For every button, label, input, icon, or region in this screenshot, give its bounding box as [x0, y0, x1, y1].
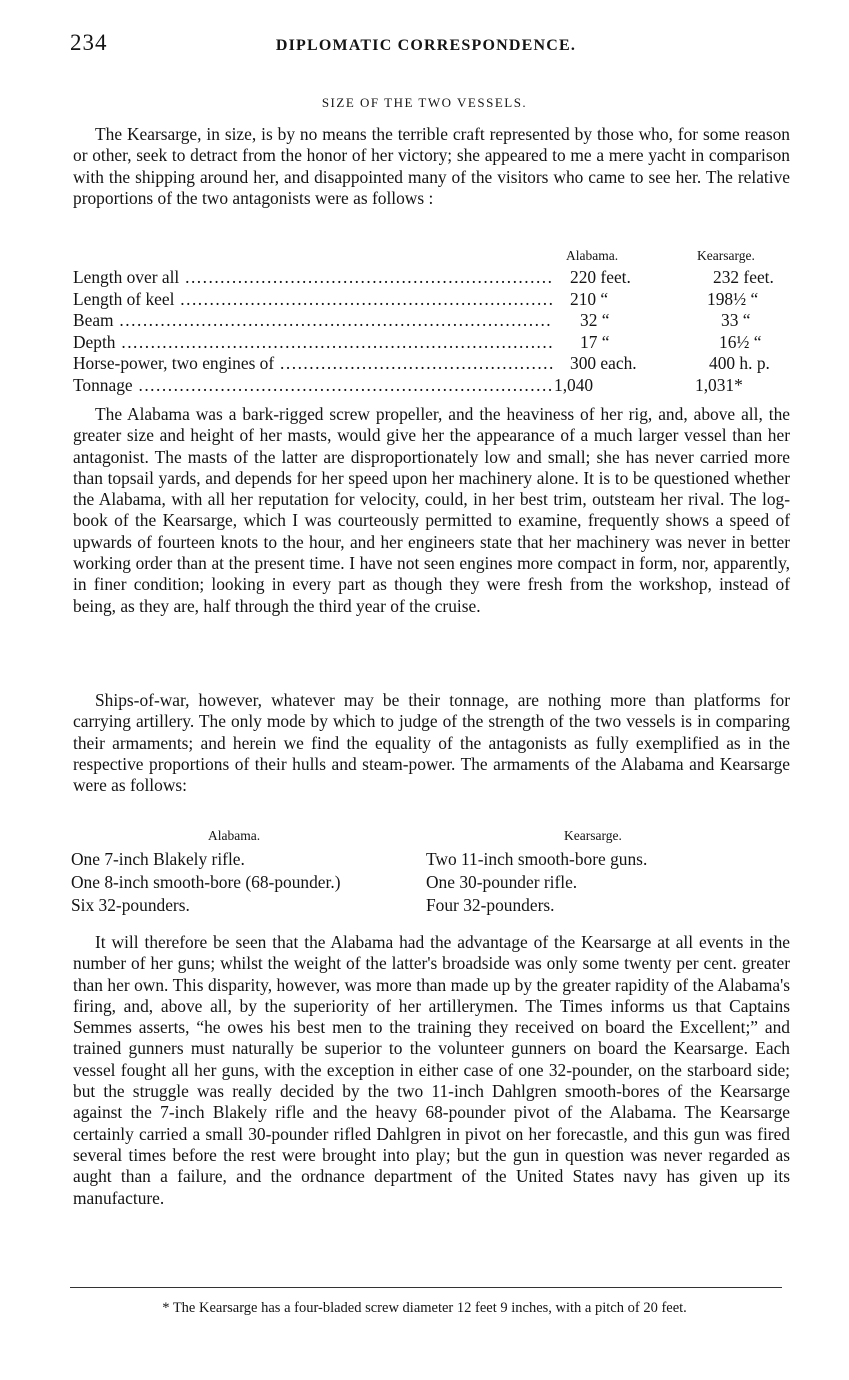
footnote: * The Kearsarge has a four-bladed screw diameter 12 feet 9 inches, with a pitch of 20 feet.: [162, 1300, 687, 1316]
dimensions-row: [73, 375, 790, 397]
dimension-label: Length over all .....: [73, 267, 553, 289]
dimensions-row: [73, 332, 790, 354]
paragraph-conclusion: It will therefore be seen that the Alabama had the advantage of the Kearsarge at all events in the number of her guns; whilst the weight of the latter's broadside was only some twenty per cent. greater than her own. This disparity, however, was more than made up by the greater rapidity of the Alabama's firing, and, above all, by the superiority of her artillerymen. The Times informs us that Captains Semmes asserts, “he owes his best men to the training they received on board the Excellent;” and trained gunners must naturally be superior to the volunteer gunners on board the Kearsarge. Each vessel fought all her guns, with the exception in either case of one 32-pounder, on the starboard side; but the struggle was really decided by the two 11-inch Dahlgren smooth-bores of the Kearsarge against the 7-inch Blakely rifle and the heavy 68-pounder pivot of the Alabama. The Kearsarge certainly carried a small 30-pounder rifled Dahlgren in pivot on her forecastle, and this gun was fired several times before the rest were brought into play; but the gun in question was never regarded as aught than a failure, and the ordnance department of the United States navy has given up its manufacture.: [73, 932, 790, 1208]
page-number: 234: [70, 30, 108, 55]
armaments-row: [70, 848, 790, 871]
armaments-table: [70, 826, 790, 917]
armament-alabama: One 8-inch smooth-bore (68-pounder.): [71, 872, 341, 892]
dimension-alabama: 1,040: [554, 374, 594, 395]
page-header: [70, 30, 782, 60]
dimension-kearsarge: 198½ “: [707, 288, 759, 309]
armaments-header: [70, 826, 790, 848]
dimensions-header: [73, 244, 790, 267]
dimension-label: Length of keel .....: [73, 289, 553, 311]
armament-alabama: One 7-inch Blakely rifle.: [71, 849, 245, 869]
armaments-row: [70, 894, 790, 917]
dimension-kearsarge: 232 feet.: [713, 267, 774, 287]
dimension-alabama: 32 “: [580, 310, 610, 331]
dimension-alabama: 17 “: [580, 331, 610, 352]
armament-alabama: Six 32-pounders.: [71, 895, 190, 915]
dimensions-table: [73, 244, 790, 397]
dimensions-row: [73, 310, 790, 332]
armaments-col-alabama: Alabama.: [208, 828, 261, 843]
dimensions-row: [73, 353, 790, 375]
paragraph-ships: Ships-of-war, however, whatever may be their tonnage, are nothing more than platforms for carrying artillery. The only mode by which to judge of the strength of the two vessels is in comparing their armaments; and herein we find the equality of the antagonists as fully exemplified as in the respective proportions of their hulls and steam-power. The armaments of the Alabama and Kearsarge were as follows:: [73, 690, 790, 796]
dimension-label: Beam .....: [73, 310, 553, 332]
dimension-label: Tonnage .....: [73, 375, 553, 397]
dimensions-col-alabama: Alabama.: [566, 248, 619, 263]
dimension-kearsarge: 16½ “: [719, 331, 762, 352]
armament-kearsarge: Two 11-inch smooth-bore guns.: [426, 849, 648, 869]
dimension-label: Depth .....: [73, 332, 553, 354]
dimension-alabama: 300 each.: [570, 353, 637, 374]
paragraph-rig: The Alabama was a bark-rigged screw propeller, and the heaviness of her rig, and, above all, the greater size and height of her masts, would give her the appearance of a much larger vessel than her antagonist. The masts of the latter are disproportionately low and small; she has never carried more than topsail yards, and depends for her speed upon her machinery alone. It is to be questioned whether the Alabama, with all her reputation for velocity, could, in her best trim, outsteam her rival. The log-book of the Kearsarge, which I was courteously permitted to examine, frequently shows a speed of upwards of fourteen knots to the hour, and her engineers state that her machinery was never in better working order than at the present time. I have not seen engines more compact in form, nor, apparently, in finer condition; looking in every part as though they were fresh from the workshop, instead of being, as they are, half through the third year of the cruise.: [73, 404, 790, 616]
dimension-kearsarge: 33 “: [721, 310, 751, 331]
dimensions-row: [73, 289, 790, 311]
section-title: SIZE OF THE TWO VESSELS.: [321, 95, 528, 110]
armament-kearsarge: One 30-pounder rifle.: [426, 872, 578, 892]
running-title: DIPLOMATIC CORRESPONDENCE.: [275, 37, 577, 54]
armaments-col-kearsarge: Kearsarge.: [564, 828, 622, 843]
armament-kearsarge: Four 32-pounders.: [426, 895, 555, 915]
dimensions-col-kearsarge: Kearsarge.: [697, 248, 755, 263]
dimension-kearsarge: 400 h. p.: [709, 353, 770, 374]
footnote-rule: [70, 1287, 782, 1288]
dimension-alabama: 210 “: [570, 288, 609, 309]
armaments-row: [70, 871, 790, 894]
dimension-kearsarge: 1,031*: [695, 374, 743, 395]
dimension-alabama: 220 feet.: [570, 267, 631, 287]
paragraph-intro: The Kearsarge, in size, is by no means the terrible craft represented by those who, for some reason or other, seek to detract from the honor of her victory; she appeared to me a mere yacht in comparison with the shipping around her, and disappointed many of the visitors who came to see her. The relative proportions of the two antagonists were as follows :: [73, 124, 790, 208]
dimension-label: Horse-power, two engines of .....: [73, 353, 553, 375]
dimensions-row: [73, 267, 790, 289]
